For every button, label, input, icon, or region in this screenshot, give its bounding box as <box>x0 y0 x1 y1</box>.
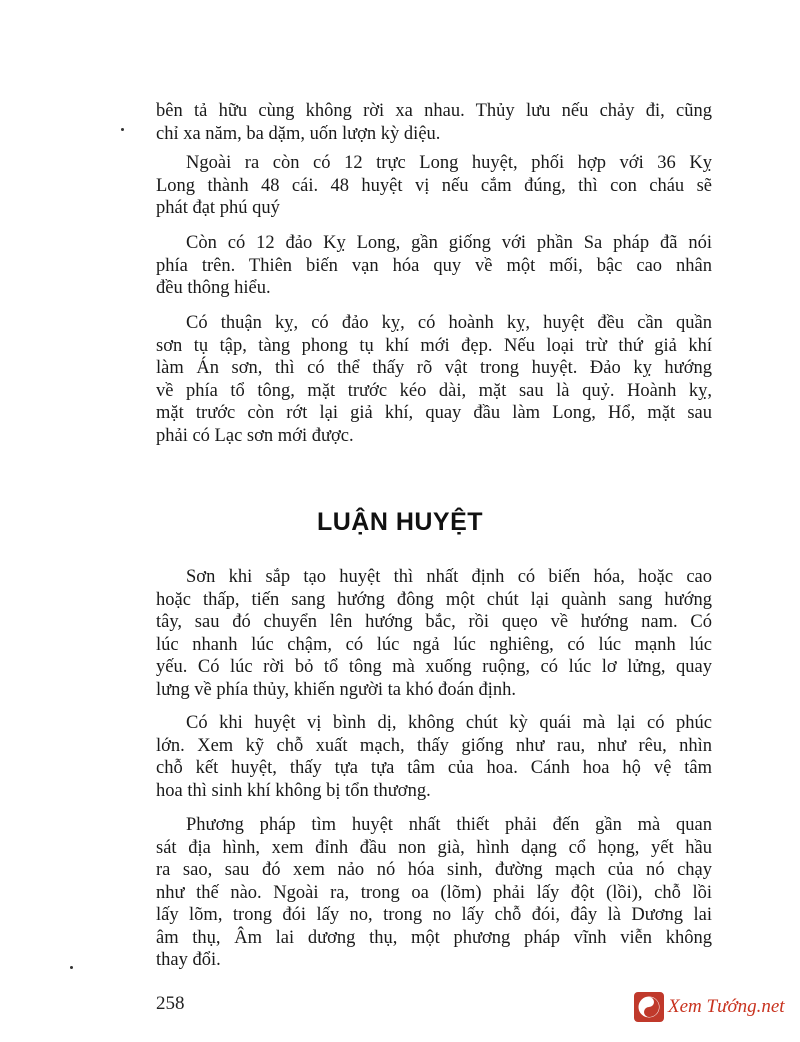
text-line: sơn tụ tập, tàng phong tụ khí mới đẹp. Nếu loại trừ thứ giả khí <box>156 335 712 356</box>
watermark-name: Xem Tướng <box>668 996 757 1017</box>
text-line: chỉ xa năm, ba dặm, uốn lượn kỳ diệu. <box>156 123 441 144</box>
site-watermark <box>634 990 785 1024</box>
text-line: phải có Lạc sơn mới được. <box>156 425 354 446</box>
text-line: lấy lõm, trong đói lấy no, trong no lấy chỗ đói, đây là Dương lai <box>156 905 712 925</box>
text-line: lưng về phía thủy, khiến người ta khó đoán định. <box>156 679 517 700</box>
text-line: phía trên. Thiên biến vạn hóa quy về một mối, bậc cao nhân <box>156 255 712 276</box>
text-line: phát đạt phú quý <box>156 198 280 218</box>
paragraph <box>156 712 712 802</box>
paragraph <box>156 566 712 701</box>
text-line: Ngoài ra còn có 12 trực Long huyệt, phối hợp với 36 Kỵ <box>186 153 712 173</box>
text-line: âm thụ, Âm lai dương thụ, một phương pháp vĩnh viễn không <box>156 927 712 948</box>
text-line: Sơn khi sắp tạo huyệt thì nhất định có biến hóa, hoặc cao <box>186 567 712 587</box>
text-line: đều thông hiểu. <box>156 278 271 298</box>
text-line: Có khi huyệt vị bình dị, không chút kỳ quái mà lại có phúc <box>186 713 712 733</box>
text-line: làm Án sơn, thì có thể thấy rõ vật trong huyệt. Đảo kỵ hướng <box>156 358 712 378</box>
paragraph <box>156 814 712 972</box>
text-line: hoặc thấp, tiến sang hướng đông một chút lại quành sang hướng <box>156 589 712 610</box>
text-line: về phía tổ tông, mặt trước kéo dài, mặt sau là quỷ. Hoành kỵ, <box>156 380 712 401</box>
text-line: như thế nào. Ngoài ra, trong oa (lõm) phải lấy đột (lồi), chỗ lồi <box>156 882 712 903</box>
text-line: mặt trước còn rớt lại giả khí, quay đầu làm Long, Hổ, mặt sau <box>156 403 712 423</box>
text-line: hoa thì sinh khí không bị tổn thương. <box>156 780 431 801</box>
text-line: bên tả hữu cùng không rời xa nhau. Thủy lưu nếu chảy đi, cũng <box>156 101 712 121</box>
watermark-suffix: .net <box>756 996 785 1017</box>
scan-speck <box>70 966 73 969</box>
text-line: Có thuận kỵ, có đảo kỵ, có hoành kỵ, huyệt đều cần quần <box>186 313 712 333</box>
text-line: ra sao, sau đó xem nảo nó hóa sinh, đường mạch của nó chạy <box>156 860 712 880</box>
yin-yang-icon <box>634 992 664 1022</box>
text-line: lúc nhanh lúc chậm, có lúc ngả lúc nghiêng, có lúc mạnh lúc <box>156 634 712 655</box>
paragraph <box>156 100 712 145</box>
text-line: tây, sau đó chuyển lên hướng bắc, rồi quẹo về hướng nam. Có <box>156 612 712 632</box>
paragraph <box>156 152 712 220</box>
text-line: Phương pháp tìm huyệt nhất thiết phải đến gần mà quan <box>186 815 712 835</box>
page-number: 258 <box>156 993 185 1014</box>
text-line: chỗ kết huyệt, thấy tựa tựa tâm của hoa. Cánh hoa hộ vệ tâm <box>156 758 712 778</box>
scan-speck <box>121 128 124 131</box>
text-line: Long thành 48 cái. 48 huyệt vị nếu cắm đúng, thì con cháu sẽ <box>156 175 712 196</box>
paragraph <box>156 312 712 447</box>
text-line: lớn. Xem kỹ chỗ xuất mạch, thấy giống như rau, như rêu, nhìn <box>156 735 712 756</box>
text-line: Còn có 12 đảo Kỵ Long, gần giống với phần Sa pháp đã nói <box>186 233 712 253</box>
text-line: thay đổi. <box>156 950 221 970</box>
section-heading: LUẬN HUYỆT <box>316 508 484 536</box>
paragraph <box>156 232 712 300</box>
text-line: yếu. Có lúc rời bỏ tổ tông mà xuống ruộng, có lúc lơ lửng, quay <box>156 657 712 677</box>
text-line: sát địa hình, xem đỉnh đầu non già, hình dạng cổ họng, yết hầu <box>156 837 712 858</box>
watermark-text <box>668 996 785 1018</box>
